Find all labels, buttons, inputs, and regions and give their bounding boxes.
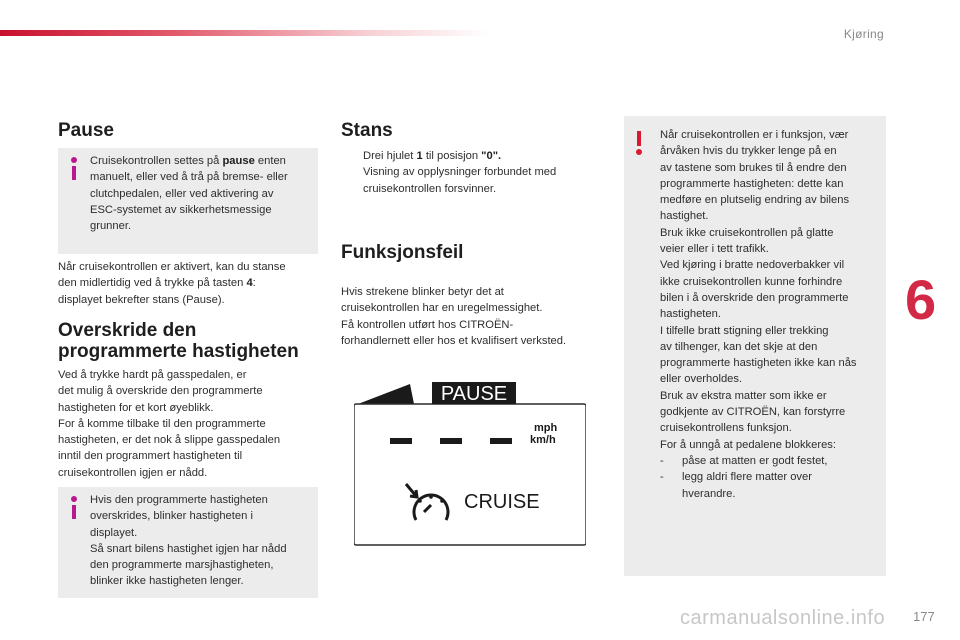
chapter-number: 6 [905, 268, 937, 331]
funksjonsfeil-text: Hvis strekene blinker betyr det at cruisekontrollen har en uregelmessighet. Få kontrollen utført hos CITROËN- forhandlernett eller hos et kvalifisert verksted. [341, 286, 567, 347]
display-mode-label: CRUISE [464, 491, 540, 513]
overskride-info-text: Hvis den programmerte hastigheten overskrides, blinker hastigheten i displayet. Så snart bilens hastighet igjen har nådd den programmerte marsjhastigheten, blinker ikke hastigheten lenger. [90, 494, 287, 588]
unit-kmh: km/h [530, 434, 556, 446]
info-icon [70, 496, 78, 520]
pause-body-text: Når cruisekontrollen er aktivert, kan du stanse den midlertidig ved å trykke på tasten 4: displayet bekrefter stans (Pause). [58, 261, 286, 306]
page-number: 177 [913, 609, 935, 624]
pause-heading: Pause [58, 120, 114, 141]
cruise-display-illustration [354, 380, 586, 550]
unit-mph: mph [534, 422, 558, 434]
speed-dash [390, 438, 412, 444]
overskride-body-text: Ved å trykke hardt på gasspedalen, er det mulig å overskride den programmerte hastigheten for et kort øyeblikk. For å komme tilbake til den programmerte hastigheten, er det nok å slippe gasspedalen inntil den programmert hastigheten til cruisekontrollen igjen er nådd. [58, 369, 281, 479]
speed-dash [440, 438, 462, 444]
funksjonsfeil-heading: Funksjonsfeil [341, 242, 464, 263]
info-icon [70, 157, 78, 181]
overskride-heading: Overskride den programmerte hastigheten [58, 320, 299, 362]
speed-dash [490, 438, 512, 444]
stans-text: Drei hjulet 1 til posisjon "0". Visning av opplysninger forbundet med cruisekontrollen forsvinner. [363, 150, 557, 195]
watermark: carmanualsonline.info [680, 607, 886, 629]
display-top-tab [358, 384, 414, 404]
header-accent-bar [0, 30, 490, 36]
display-status-label: PAUSE [440, 383, 508, 405]
pause-info-text: Cruisekontrollen settes på pause enten manuelt, eller ved å trå på bremse- eller clutchpedalen, eller ved aktivering av ESC-systemet av sikkerhetsmessige grunner. [90, 155, 288, 233]
stans-heading: Stans [341, 120, 393, 141]
warning-text: Når cruisekontrollen er i funksjon, vær årvåken hvis du trykker lenge på en av tastene som brukes til å endre den programmerte hastigheten: dette kan medføre en plutselig endring av bilens hastighet. Bruk ikke cruisekontrollen på glatte veier eller i tett trafikk. Ved kjøring i bratte nedoverbakker vil ikke cruisekontrollen kunne forhindre bilen i å overskride den programmerte hastigheten. I tilfelle bratt stigning eller trekking av tilhenger, kan det skje at den programmerte hastigheten ikke kan nås eller overholdes. Bruk av ekstra matter som ikke er godkjente av CITROËN, kan forstyrre cruisekontrollens funksjon. For å unngå at pedalene blokkeres: - påse at matten er godt festet, - legg aldri flere matter over hverandre. [660, 129, 857, 500]
section-title: Kjøring [843, 27, 884, 41]
